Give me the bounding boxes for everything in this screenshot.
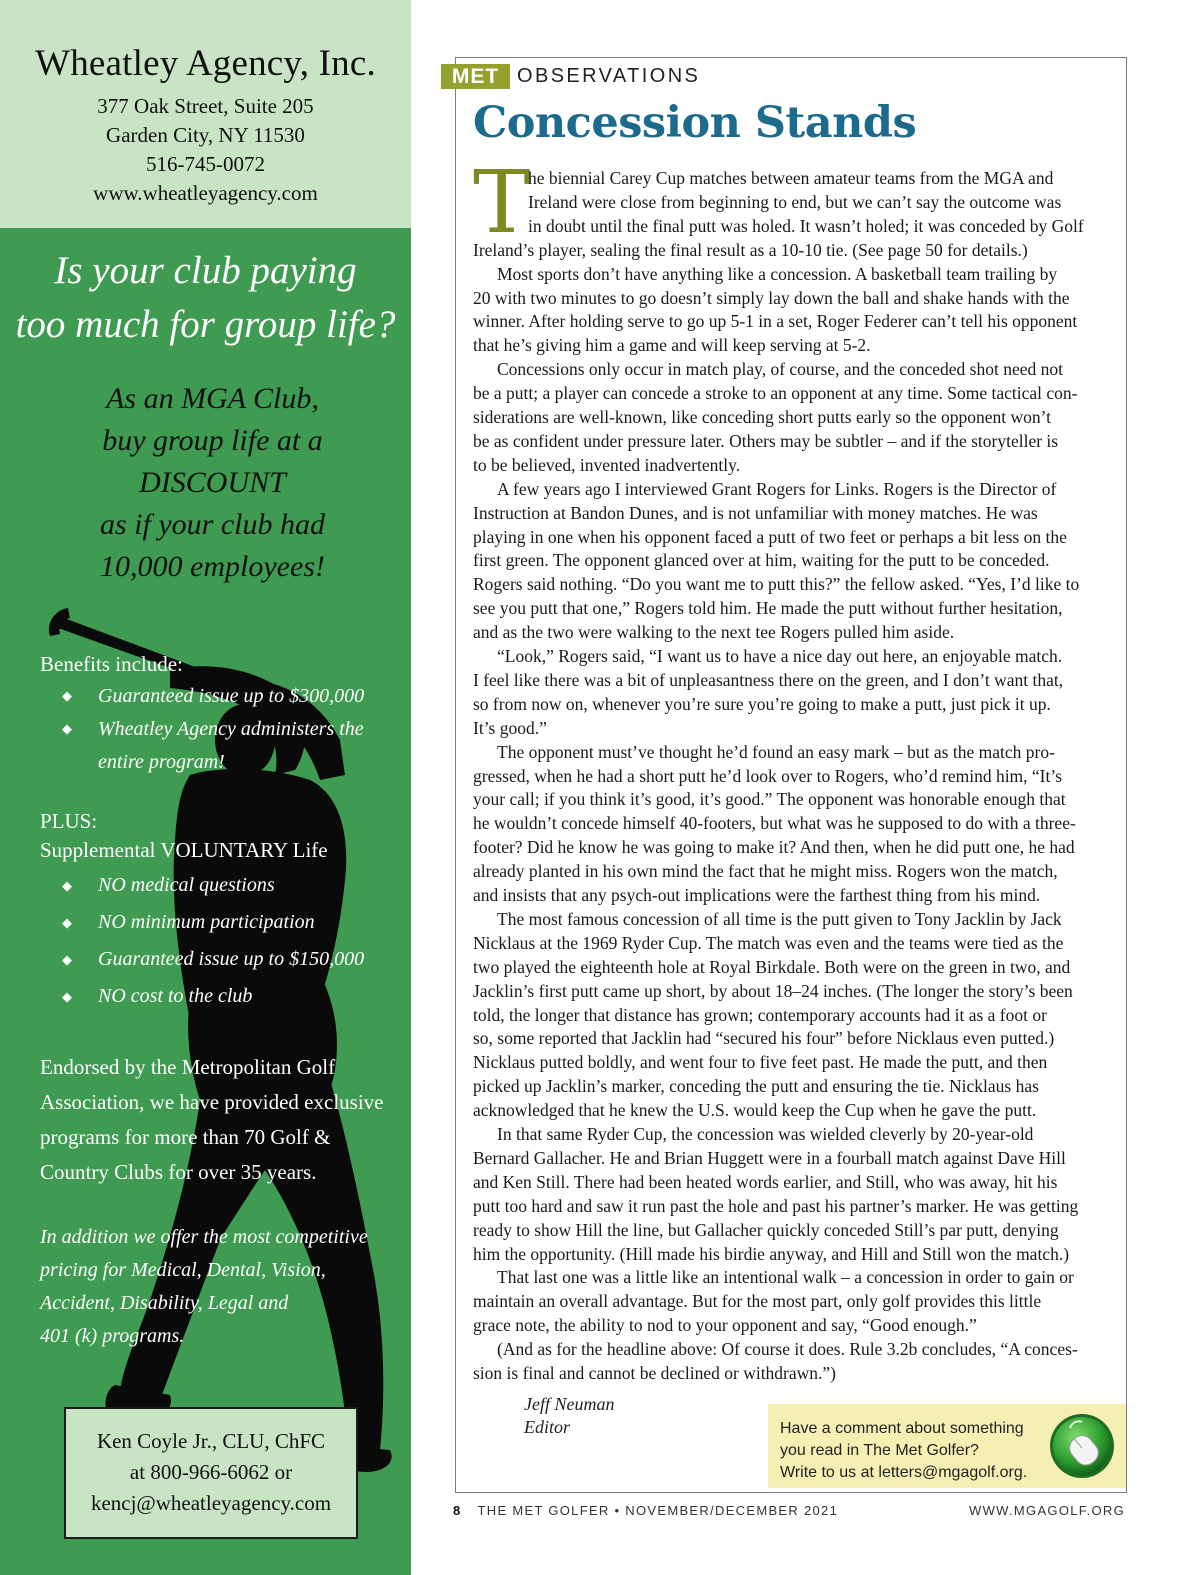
plus-label: PLUS: (40, 809, 98, 833)
section-tag: MET (441, 64, 510, 89)
article-line: Most sports don’t have anything like a concession. A basketball team trailing by (497, 263, 1058, 284)
ad-subhead-line-2: buy group life at a (102, 424, 323, 457)
article-line: Rogers said nothing. “Do you want me to putt this?” the fellow asked. “Yes, I’d like to (473, 574, 1080, 595)
additional-line: In addition we offer the most competitive (40, 1226, 368, 1248)
bullet-icon: ◆ (62, 878, 72, 893)
article-line: picked up Jacklin’s marker, conceding the putt and ensuring the tie. Nicklaus has (473, 1076, 1039, 1097)
article-line: playing in one when his opponent faced a putt of two feet or perhaps a bit less on the (473, 526, 1067, 547)
contact-name: Ken Coyle Jr., CLU, ChFC (96, 1429, 326, 1453)
footer-publication (453, 1503, 838, 1518)
article-line: grace note, the ability to nod to your opponent and say, “Good enough.” (473, 1315, 977, 1336)
article-line: Ireland’s player, sealing the final result as a 10-10 tie. (See page 50 for details.) (473, 239, 1028, 260)
article-line: 20 with two minutes to go doesn’t simply lay down the ball and shake hands with the (473, 287, 1070, 308)
ad-subhead-line-4: as if your club had (100, 508, 325, 541)
ad-subhead-line-1: As an MGA Club, (106, 382, 319, 415)
drop-cap: T (473, 153, 531, 253)
bullet-icon: ◆ (62, 688, 72, 703)
plus-item: NO minimum participation (98, 911, 315, 933)
article-line: told, the longer that distance has grown; contemporary accounts had it as a foot or (473, 1004, 1047, 1025)
ad-subhead-line-3: DISCOUNT (139, 466, 286, 499)
bullet-icon: ◆ (62, 952, 72, 967)
article-line: Nicklaus at the 1969 Ryder Cup. The match was even and the teams were tied as the (473, 932, 1064, 953)
signature-name: Jeff Neuman (524, 1394, 615, 1414)
article-line: Jacklin’s first putt came up short, by about 18–24 inches. (The longer the story’s been (473, 980, 1073, 1001)
ad-street: 377 Oak Street, Suite 205 (97, 94, 314, 118)
article-line: ready to show Hill the line, but Gallacher quickly conceded Still’s par putt, denying (473, 1219, 1059, 1240)
contact-email[interactable]: kencj@wheatleyagency.com (90, 1491, 332, 1515)
article-line: putt too hard and saw it run past the hole and past his partner’s marker. He was getting (473, 1195, 1079, 1216)
article-line: That last one was a little like an intentional walk – a concession in order to gain or (497, 1267, 1074, 1288)
ad-company-name: Wheatley Agency, Inc. (35, 43, 376, 84)
ad-headline-line-2: too much for group life? (15, 303, 396, 346)
endorse-line: Endorsed by the Metropolitan Golf (40, 1055, 336, 1079)
article-line: footer? Did he know he was going to make it? And then, when he did putt one, he had (473, 837, 1075, 858)
callout-line: you read in The Met Golfer? (780, 1442, 979, 1459)
article-line: sion is final and cannot be declined or withdrawn.”) (473, 1363, 837, 1383)
additional-line: Accident, Disability, Legal and (40, 1292, 289, 1314)
benefits-label: Benefits include: (40, 652, 183, 676)
article-line: and Ken Still. There had been heated words earlier, and Still, who was away, hit his (473, 1171, 1058, 1192)
plus-item: Guaranteed issue up to $150,000 (98, 948, 365, 970)
additional-line: pricing for Medical, Dental, Vision, (40, 1259, 326, 1281)
article-line: gressed, when he had a short putt he’d look over to Rogers, who’d remind him, “It’s (473, 765, 1063, 786)
benefit-item: Wheatley Agency administers the (98, 718, 364, 740)
article-line: so from now on, whenever you’re sure you’re going to make a putt, just pick it up. (473, 693, 1051, 714)
bullet-icon: ◆ (62, 721, 72, 736)
article-line: In that same Ryder Cup, the concession was wielded cleverly by 20-year-old (497, 1124, 1034, 1144)
endorse-line: Association, we have provided exclusive (40, 1090, 384, 1114)
advertisement (0, 0, 411, 1575)
callout-line: Have a comment about something (780, 1420, 1024, 1437)
article-line: he wouldn’t concede himself 40-footers, but what was he supposed to do with a three- (473, 813, 1076, 834)
computer-mouse-icon (1048, 1412, 1116, 1480)
page-number: 8 (453, 1503, 462, 1518)
comment-callout (768, 1404, 1126, 1488)
article-line: he biennial Carey Cup matches between amateur teams from the MGA and (528, 168, 1054, 188)
footer-url[interactable]: WWW.MGAGOLF.ORG (969, 1503, 1125, 1518)
ad-headline-line-1: Is your club paying (54, 249, 357, 292)
article-line: Ireland were close from beginning to end, but we can’t say the outcome was (528, 191, 1062, 212)
plus-item: NO cost to the club (98, 985, 253, 1007)
plus-title: Supplemental VOLUNTARY Life (40, 838, 328, 862)
section-name: OBSERVATIONS (517, 65, 701, 87)
ad-subhead-line-5: 10,000 employees! (100, 550, 325, 583)
article-line: be a putt; a player can concede a stroke to an opponent at any time. Some tactical con- (473, 383, 1078, 404)
article-line: Concessions only occur in match play, of course, and the conceded shot need not (497, 359, 1063, 380)
article-line: to be believed, invented inadvertently. (473, 454, 741, 475)
endorse-line: programs for more than 70 Golf & (40, 1125, 331, 1149)
article-line: I feel like there was a bit of unpleasantness there on the green, and I don’t want that, (473, 669, 1064, 690)
article-line: Instruction at Bandon Dunes, and is not unfamiliar with money matches. He was (473, 502, 1038, 523)
article-line: “Look,” Rogers said, “I want us to have a nice day out here, an enjoyable match. (497, 646, 1063, 666)
ad-phone: 516-745-0072 (146, 152, 265, 176)
article-line: siderations are well-known, like conceding short putts early so the opponent won’t (473, 407, 1052, 427)
article-line: two played the eighteenth hole at Royal Birkdale. Both were on the green in two, and (473, 956, 1071, 977)
contact-phone: at 800-966-6062 or (129, 1460, 293, 1484)
article-line: (And as for the headline above: Of course it does. Rule 3.2b concludes, “A conces- (497, 1339, 1078, 1360)
ad-city: Garden City, NY 11530 (106, 123, 305, 147)
endorse-line: Country Clubs for over 35 years. (40, 1160, 317, 1184)
plus-item: NO medical questions (98, 874, 275, 896)
article-line: A few years ago I interviewed Grant Rogers for Links. Rogers is the Director of (497, 478, 1057, 499)
ad-header (0, 0, 411, 228)
article-line: The opponent must’ve thought he’d found an easy mark – but as the match pro- (497, 741, 1055, 762)
article-line: be as confident under pressure later. Others may be subtler – and if the storyteller is (473, 430, 1059, 451)
article-line: already planted in his own mind the fact that he might miss. Rogers won the match, (473, 861, 1058, 882)
article-line: It’s good.” (473, 717, 547, 738)
article-line: maintain an overall advantage. But for the most part, only golf provides this little (473, 1291, 1042, 1312)
ad-website[interactable]: www.wheatleyagency.com (93, 181, 318, 205)
benefit-item-continued: entire program! (98, 751, 225, 773)
bullet-icon: ◆ (62, 989, 72, 1004)
bullet-icon: ◆ (62, 915, 72, 930)
article-line: in doubt until the final putt was holed. It wasn’t holed; it was conceded by Golf (528, 215, 1084, 236)
contact-box (64, 1407, 358, 1539)
article-line: Bernard Gallacher. He and Brian Huggett were in a fourball match against Dave Hill (473, 1147, 1066, 1168)
article-line: and insists that any psych-out implications were the farthest thing from his mind. (473, 885, 1041, 905)
callout-email[interactable]: Write to us at letters@mgagolf.org. (780, 1464, 1028, 1481)
benefit-item: Guaranteed issue up to $300,000 (98, 685, 365, 707)
article-line: see you putt that one,” Rogers told him. He made the putt without further hesitation, (473, 598, 1063, 619)
article-line: that he’s giving him a game and will keep serving at 5-2. (473, 335, 871, 356)
article-line: him the opportunity. (Hill made his birdie anyway, and Hill and Still won the match.) (473, 1243, 1070, 1264)
article-line: so, some reported that Jacklin had “secured his four” before Nicklaus even putted.) (473, 1028, 1055, 1049)
article-line: Nicklaus putted boldly, and went four to five feet past. He made the putt, and then (473, 1052, 1048, 1073)
publication-name: THE MET GOLFER • NOVEMBER/DECEMBER 2021 (477, 1503, 839, 1518)
article-line: acknowledged that he knew the U.S. would keep the Cup when he gave the putt. (473, 1100, 1037, 1121)
article-line: The most famous concession of all time is the putt given to Tony Jacklin by Jack (497, 908, 1062, 929)
signature-title: Editor (524, 1417, 571, 1437)
article-line: winner. After holding serve to go up 5-1 in a set, Roger Federer can’t tell his opponent (473, 311, 1078, 332)
article-title: Concession Stands (473, 98, 917, 148)
article-line: first green. The opponent glanced over at him, waiting for the putt to be conceded. (473, 550, 1050, 571)
article-line: your call; if you think it’s good, it’s good.” The opponent was honorable enough that (473, 789, 1066, 810)
additional-line: 401 (k) programs. (40, 1325, 185, 1347)
article-line: and as the two were walking to the next tee Rogers pulled him aside. (473, 622, 955, 643)
